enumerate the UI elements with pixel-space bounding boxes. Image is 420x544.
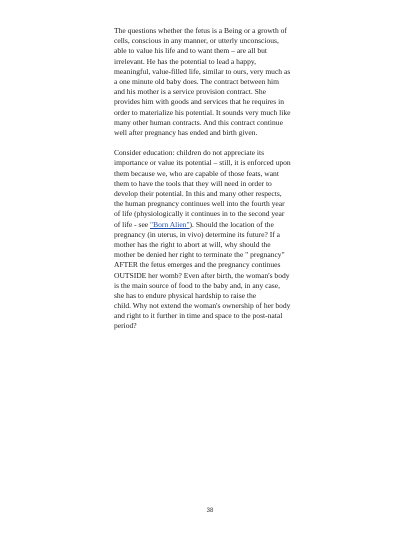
text-line: cells, conscious in any manner, or utterly unconscious, (114, 36, 279, 46)
text-line: pregnancy (in uterus, in vivo) determine its future? If a (114, 229, 280, 239)
text-line: period? (114, 321, 137, 331)
text-line: Consider education: children do not appreciate its (114, 148, 265, 158)
text-line: importance or value its potential – still, it is enforced upon (114, 158, 291, 168)
text-line: and his mother is a service provision contract. She (114, 87, 266, 97)
paragraph-fetus-contract (114, 26, 344, 138)
text-line: provides him with goods and services that he requires in (114, 97, 284, 107)
text-line: many other human contracts. And this contract continue (114, 117, 283, 127)
text-line: a one minute old baby does. The contract between him (114, 76, 280, 86)
text-line: and right to it further in time and space to the post-natal (114, 311, 283, 321)
text-line: The questions whether the fetus is a Being or a growth of (114, 26, 287, 35)
text-line: AFTER the fetus emerges and the pregnancy continues (114, 260, 281, 270)
text-line-with-link (114, 220, 344, 230)
link-line-suffix: ). Should the location of the (189, 219, 274, 229)
text-line: order to materialize his potential. It sounds very much like (114, 107, 291, 117)
text-line: mother has the right to abort at will, why should the (114, 239, 271, 249)
page-body (114, 26, 344, 332)
born-alien-link[interactable]: "Born Alien" (150, 219, 190, 229)
text-line: meaningful, value-filled life, similar to ours, very much as (114, 66, 291, 76)
text-line: the human pregnancy continues well into the fourth year (114, 199, 285, 209)
link-line-prefix: of life - see (114, 219, 151, 229)
text-line: of life (physiologically it continues in to the second year (114, 209, 285, 219)
text-line: is the main source of food to the baby and, in any case, (114, 280, 280, 290)
text-line: well after pregnancy has ended and birth given. (114, 127, 258, 137)
text-line: develop their potential. In this and many other respects, (114, 189, 282, 198)
text-line: mother be denied her right to terminate the " pregnancy" (114, 250, 285, 260)
text-line: child. Why not extend the woman's ownership of her body (114, 301, 291, 311)
text-line: them to have the tools that they will need in order to (114, 178, 272, 188)
paragraph-education (114, 148, 344, 331)
text-line: able to value his life and to want them – are all but (114, 46, 267, 56)
text-line: them because we, who are capable of those feats, want (114, 168, 279, 178)
text-line: irrelevant. He has the potential to lead a happy, (114, 56, 257, 66)
text-line: she has to endure physical hardship to raise the (114, 290, 257, 300)
page-number: 38 (206, 508, 214, 514)
text-line: OUTSIDE her womb? Even after birth, the woman's body (114, 270, 290, 280)
